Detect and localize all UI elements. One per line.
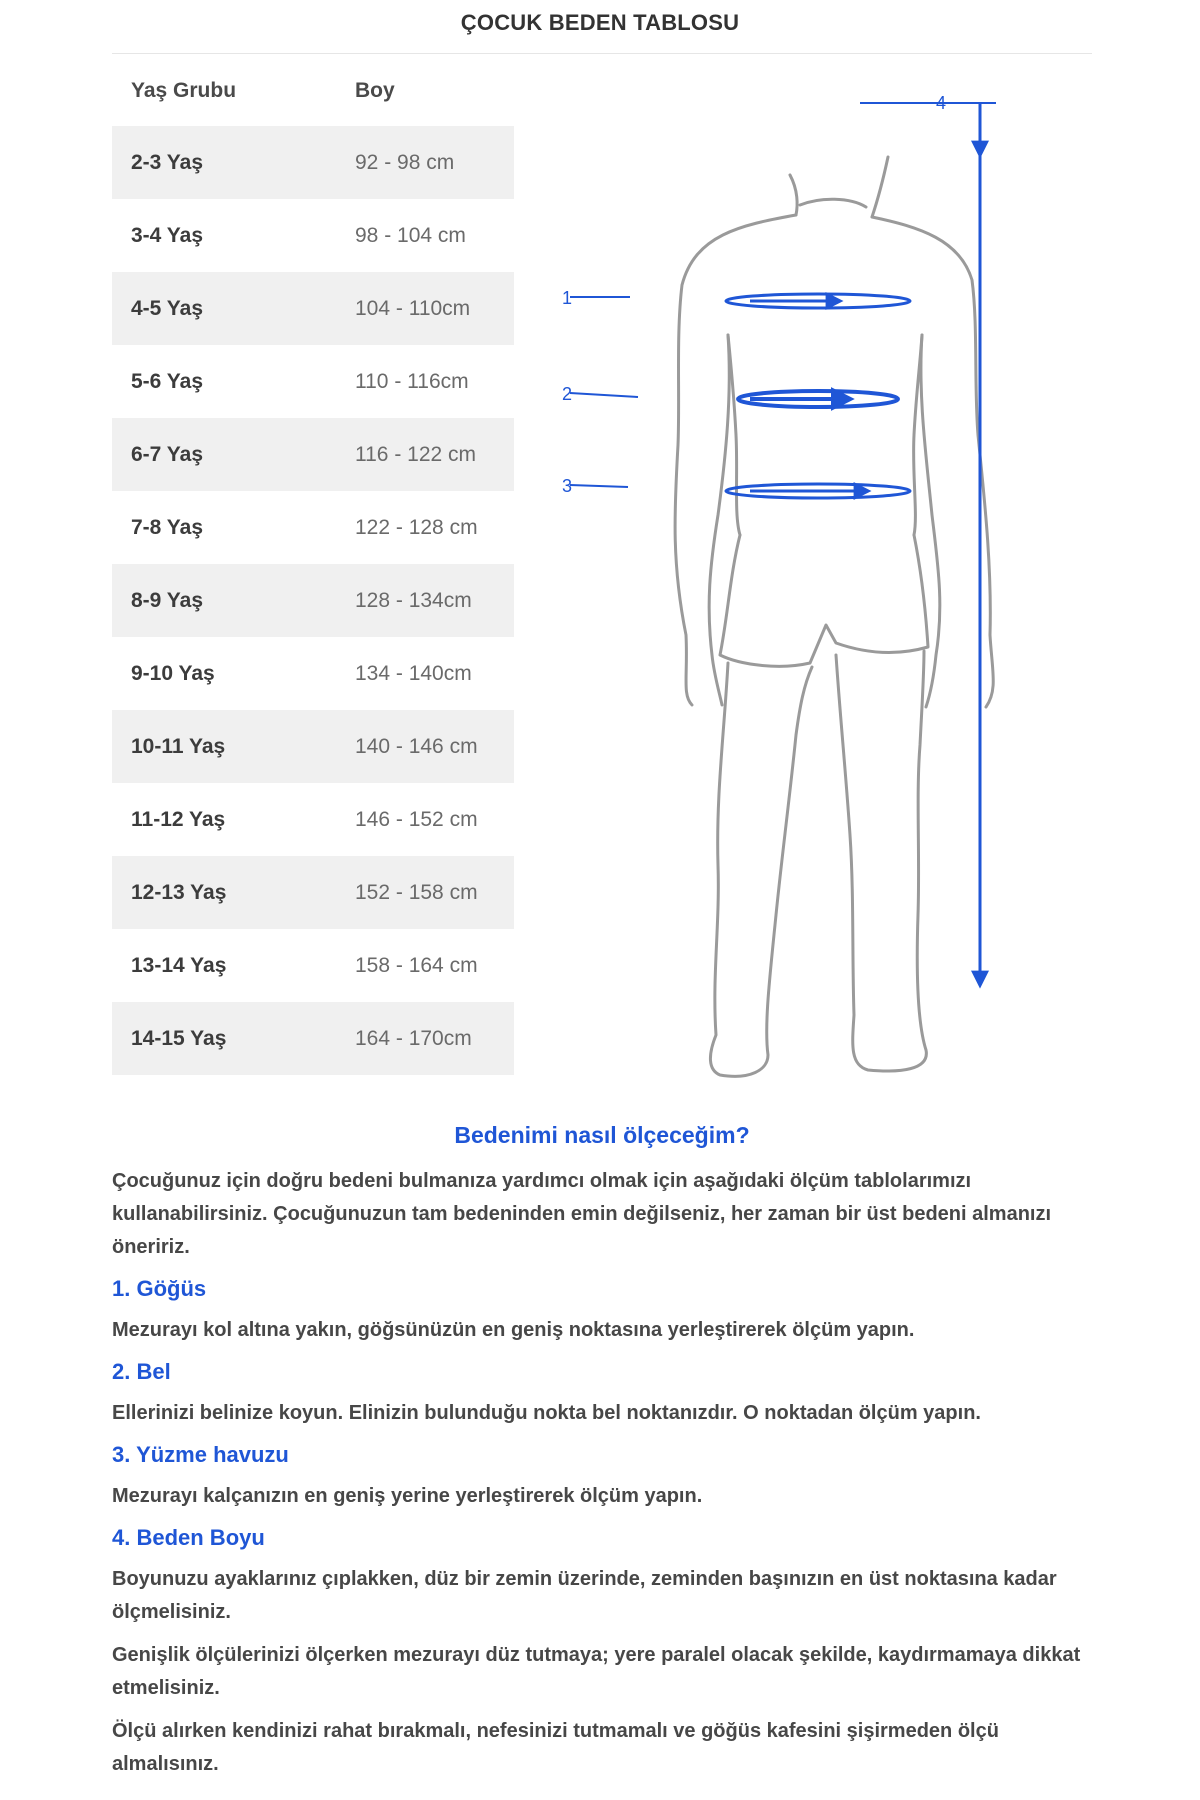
age-cell: 13-14 Yaş xyxy=(131,953,227,977)
age-cell: 9-10 Yaş xyxy=(131,661,215,685)
table-row xyxy=(112,272,514,345)
hip-pointer-line xyxy=(570,485,628,487)
table-row xyxy=(112,491,514,564)
marker-1-label: 1 xyxy=(562,288,573,308)
marker-2-label: 2 xyxy=(562,384,573,404)
age-cell: 14-15 Yaş xyxy=(112,1002,355,1075)
section-text-hip: Mezurayı kalçanızın en geniş yerine yerleştirerek ölçüm yapın. xyxy=(112,1485,703,1507)
age-cell: 12-13 Yaş xyxy=(112,856,355,929)
section-text-waist: Ellerinizi belinize koyun. Elinizin bulunduğu nokta bel noktanızdır. O noktadan ölçüm yapın. xyxy=(112,1402,981,1424)
table-row xyxy=(112,345,514,418)
age-cell: 3-4 Yaş xyxy=(131,223,204,247)
height-cell: 134 - 140cm xyxy=(355,661,472,685)
height-cell: 128 - 134cm xyxy=(355,564,514,637)
table-row xyxy=(112,199,514,272)
table-row xyxy=(112,710,514,783)
age-cell: 5-6 Yaş xyxy=(131,369,204,393)
height-cell: 122 - 128 cm xyxy=(355,515,478,539)
guide-title: Bedenimi nasıl ölçeceğim? xyxy=(454,1122,750,1148)
age-cell: 4-5 Yaş xyxy=(112,272,355,345)
neck-left-line xyxy=(790,175,797,215)
table-row xyxy=(112,929,514,1002)
section-text-height: Boyunuzu ayaklarınız çıplakken, düz bir zemin üzerinde, zeminden başınızın en üst noktasına kadar ölçmelisiniz. xyxy=(112,1568,1057,1623)
section-heading-chest: 1. Göğüs xyxy=(112,1276,207,1301)
marker-4-label: 4 xyxy=(936,93,947,113)
table-row xyxy=(112,856,514,929)
right-torso-side xyxy=(914,335,922,535)
left-leg xyxy=(710,663,812,1076)
age-cell: 6-7 Yaş xyxy=(112,418,355,491)
section-heading-height: 4. Beden Boyu xyxy=(112,1525,265,1550)
hip-measurement xyxy=(570,484,910,498)
height-cell: 92 - 98 cm xyxy=(355,126,514,199)
table-row xyxy=(112,418,514,491)
age-cell: 11-12 Yaş xyxy=(131,807,226,831)
size-table xyxy=(112,56,514,1075)
table-row xyxy=(112,126,514,199)
table-header-row xyxy=(112,56,514,126)
height-cell: 104 - 110cm xyxy=(355,272,514,345)
chest-measurement xyxy=(570,294,910,308)
age-cell: 10-11 Yaş xyxy=(112,710,355,783)
title-divider xyxy=(112,53,1092,54)
height-cell: 140 - 146 cm xyxy=(355,710,514,783)
body-measurement-figure xyxy=(562,93,1020,1085)
section-text-chest: Mezurayı kol altına yakın, göğsünüzün en geniş noktasına yerleştirerek ölçüm yapın. xyxy=(112,1319,915,1341)
right-leg xyxy=(836,651,926,1071)
section-heading-hip: 3. Yüzme havuzu xyxy=(112,1442,289,1467)
measurement-guide xyxy=(112,1122,1092,1781)
age-cell: 8-9 Yaş xyxy=(112,564,355,637)
height-cell: 152 - 158 cm xyxy=(355,856,514,929)
waist-pointer-line xyxy=(570,393,638,397)
page-title: ÇOCUK BEDEN TABLOSU xyxy=(460,10,740,35)
table-row xyxy=(112,783,514,856)
shorts-outline xyxy=(720,535,928,666)
column-header-age-group: Yaş Grubu xyxy=(131,79,237,102)
table-row xyxy=(112,1002,514,1075)
height-cell: 116 - 122 cm xyxy=(355,418,514,491)
right-arm-outer xyxy=(872,217,993,707)
left-torso-side xyxy=(728,335,740,535)
height-cell: 110 - 116cm xyxy=(355,369,469,393)
chin-line xyxy=(800,199,866,207)
height-cell: 146 - 152 cm xyxy=(355,807,478,831)
table-row xyxy=(112,564,514,637)
note-tape-level: Genişlik ölçülerinizi ölçerken mezurayı düz tutmaya; yere paralel olacak şekilde, kaydırmamaya dikkat etmelisiniz. xyxy=(112,1644,1081,1699)
neck-right-line xyxy=(872,157,888,217)
age-cell: 7-8 Yaş xyxy=(131,515,204,539)
section-heading-waist: 2. Bel xyxy=(112,1359,171,1384)
age-cell: 2-3 Yaş xyxy=(112,126,355,199)
note-relax: Ölçü alırken kendinizi rahat bırakmalı, nefesinizi tutmamalı ve göğüs kafesini şişirmeden ölçü almalısınız. xyxy=(112,1720,999,1775)
height-cell: 164 - 170cm xyxy=(355,1002,514,1075)
column-header-height: Boy xyxy=(355,79,395,102)
height-cell: 98 - 104 cm xyxy=(355,223,466,247)
table-row xyxy=(112,637,514,710)
height-measurement xyxy=(860,103,996,985)
height-cell: 158 - 164 cm xyxy=(355,953,478,977)
left-arm-inner xyxy=(709,335,729,705)
marker-3-label: 3 xyxy=(562,476,573,496)
guide-intro: Çocuğunuz için doğru bedeni bulmanıza yardımcı olmak için aşağıdaki ölçüm tablolarımızı kullanabilirsiniz. Çocuğunuzun tam bedeninden emin değilseniz, her zaman bir üst bedeni almanızı öneririz. xyxy=(112,1170,1052,1258)
